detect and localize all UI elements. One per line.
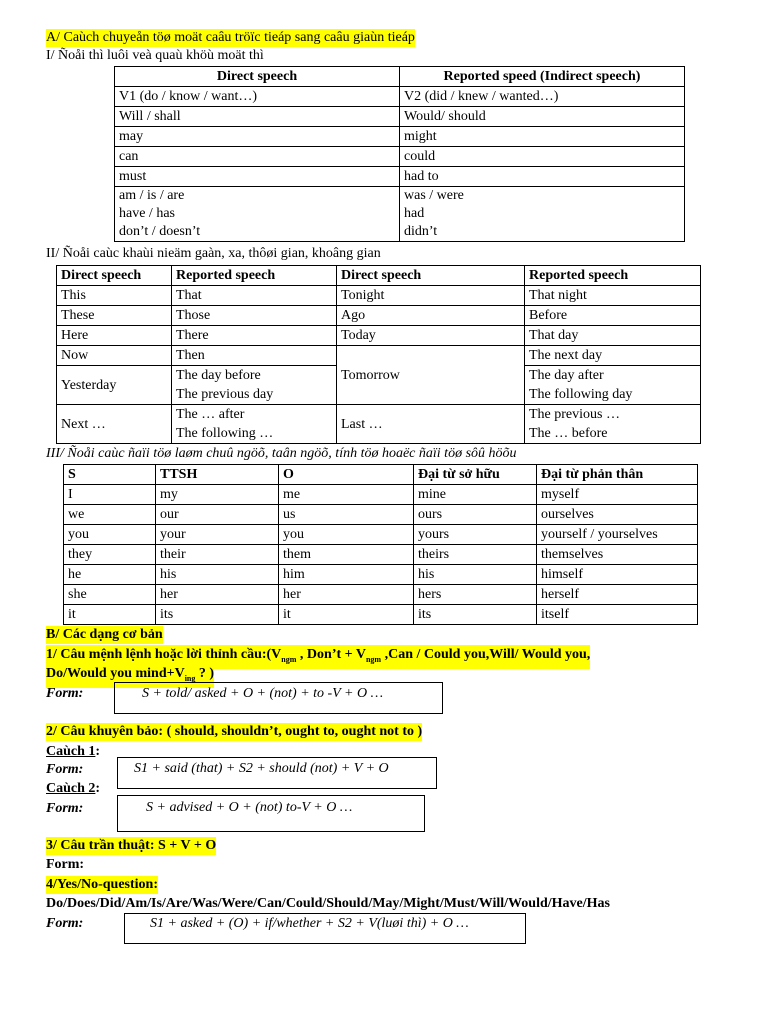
table-header: Đại từ sở hữu — [414, 465, 537, 485]
way1-line — [46, 743, 100, 761]
table-cell: Before — [525, 306, 701, 326]
table-row — [64, 505, 698, 525]
item1-text: ,Can / Could you,Will/ Would you, — [381, 647, 591, 662]
cell-line: The previous … — [529, 407, 620, 422]
table-cell: your — [156, 525, 279, 545]
cell-line: The previous day — [176, 387, 274, 402]
table-row — [115, 167, 685, 187]
table-header: O — [279, 465, 414, 485]
table-row — [64, 565, 698, 585]
table-cell: me — [279, 485, 414, 505]
table-cell: Now — [57, 346, 172, 366]
table-cell: V1 (do / know / want…) — [115, 87, 400, 107]
subscript: ngm — [281, 654, 297, 664]
cell-line: The day before — [176, 368, 261, 383]
table-cell: she — [64, 585, 156, 605]
table-cell: them — [279, 545, 414, 565]
table-cell: This — [57, 286, 172, 306]
table-cell: you — [64, 525, 156, 545]
cell-line: had — [404, 206, 425, 221]
table-cell: theirs — [414, 545, 537, 565]
table-cell: you — [279, 525, 414, 545]
way2-line — [46, 780, 100, 798]
cell-line: The … after — [176, 407, 245, 422]
table-cell: V2 (did / knew / wanted…) — [400, 87, 685, 107]
table-cell: can — [115, 147, 400, 167]
table-cell: his — [156, 565, 279, 585]
table-cell — [115, 187, 400, 242]
table-header: S — [64, 465, 156, 485]
item1-text: ? ) — [195, 666, 215, 681]
table-row — [64, 545, 698, 565]
item1-text: 1/ Câu mệnh lệnh hoặc lời thỉnh cầu:(V — [46, 647, 282, 662]
table-cell: had to — [400, 167, 685, 187]
cell-line: am / is / are — [119, 188, 185, 203]
item1-text: , Don’t + V — [296, 647, 366, 662]
colon: : — [95, 781, 101, 796]
form-label: Form: — [46, 916, 84, 931]
form-label: Form: — [46, 801, 84, 816]
table-row — [57, 306, 701, 326]
table-cell — [172, 366, 337, 405]
formula-text: S + advised + O + (not) to-V + O … — [146, 800, 353, 815]
table-row — [115, 147, 685, 167]
part3-heading: III/ Ñoåi caùc ñaïi töø laøm chuû ngöõ, taân ngöõ, tính töø hoaëc ñaïi töø sôû höõu — [46, 446, 517, 461]
formula-text: S1 + asked + (O) + if/whether + S2 + V(luøi thì) + O … — [150, 916, 469, 931]
table-cell — [400, 187, 685, 242]
table-cell: our — [156, 505, 279, 525]
table-cell: her — [279, 585, 414, 605]
subscript: ngm — [365, 654, 382, 664]
table-cell: it — [64, 605, 156, 625]
table-cell: itself — [537, 605, 698, 625]
table-header: Reported speech — [525, 266, 701, 286]
subscript: ing — [184, 673, 196, 683]
way1-label: Caùch 1 — [46, 744, 96, 759]
table-cell: him — [279, 565, 414, 585]
tense-table — [114, 66, 685, 242]
part1-heading: I/ Ñoåi thì luôi veà quaù khöù moät thì — [46, 48, 264, 63]
table-cell: her — [156, 585, 279, 605]
table-cell: it — [279, 605, 414, 625]
section-a-title: A/ Caùch chuyeån töø moät caâu tröïc tieáp sang caâu giaùn tieáp — [46, 30, 415, 45]
section-b-title: B/ Các dạng cơ bản — [46, 627, 163, 642]
way2-label: Caùch 2 — [46, 781, 96, 796]
table-cell: themselves — [537, 545, 698, 565]
table-cell: its — [156, 605, 279, 625]
cell-line: The following day — [529, 387, 633, 402]
table-header: Reported speed (Indirect speech) — [400, 67, 685, 87]
cell-line: don’t / doesn’t — [119, 224, 201, 239]
table-row — [115, 87, 685, 107]
cell-line: The following … — [176, 426, 274, 441]
table-cell: Today — [337, 326, 525, 346]
table-cell: himself — [537, 565, 698, 585]
table-header: Direct speech — [57, 266, 172, 286]
table-cell: Would/ should — [400, 107, 685, 127]
table-cell: That — [172, 286, 337, 306]
auxiliary-list: Do/Does/Did/Am/Is/Are/Was/Were/Can/Could/Should/May/Might/Must/Will/Would/Have/Has — [46, 896, 610, 911]
pronoun-table — [63, 464, 698, 625]
table-cell: Tomorrow — [337, 346, 525, 405]
table-header: Đại từ phản thân — [537, 465, 698, 485]
table-header: TTSH — [156, 465, 279, 485]
table-header-row — [115, 67, 685, 87]
table-cell — [525, 405, 701, 444]
cell-line: didn’t — [404, 224, 438, 239]
table-cell: we — [64, 505, 156, 525]
table-row — [64, 585, 698, 605]
table-cell: ours — [414, 505, 537, 525]
formula-text: S1 + said (that) + S2 + should (not) + V + O — [134, 761, 389, 776]
table-cell: us — [279, 505, 414, 525]
table-row — [57, 405, 701, 444]
table-row — [64, 525, 698, 545]
table-cell: Last … — [337, 405, 525, 444]
table-header: Direct speech — [337, 266, 525, 286]
table-cell: Ago — [337, 306, 525, 326]
table-cell — [525, 366, 701, 405]
table-cell: its — [414, 605, 537, 625]
table-cell: yourself / yourselves — [537, 525, 698, 545]
table-cell: That day — [525, 326, 701, 346]
table-header: Direct speech — [115, 67, 400, 87]
cell-line: The day after — [529, 368, 604, 383]
cell-line: The … before — [529, 426, 608, 441]
item4-heading: 4/Yes/No-question: — [46, 877, 159, 892]
table-header: Reported speech — [172, 266, 337, 286]
table-cell: Yesterday — [57, 366, 172, 405]
table-cell: There — [172, 326, 337, 346]
cell-line: have / has — [119, 206, 175, 221]
table-cell — [172, 405, 337, 444]
table-cell: his — [414, 565, 537, 585]
table-row — [64, 485, 698, 505]
item2-heading: 2/ Câu khuyên bảo: ( should, shouldn’t, ought to, ought not to ) — [46, 724, 423, 739]
table-cell: mine — [414, 485, 537, 505]
table-cell: Tonight — [337, 286, 525, 306]
item3-heading: 3/ Câu trần thuật: S + V + O — [46, 838, 217, 853]
table-row — [115, 187, 685, 242]
table-header-row — [57, 266, 701, 286]
table-cell: could — [400, 147, 685, 167]
table-cell: I — [64, 485, 156, 505]
form-label: Form: — [46, 686, 84, 701]
table-cell: Then — [172, 346, 337, 366]
table-cell: Will / shall — [115, 107, 400, 127]
table-header-row — [64, 465, 698, 485]
table-row — [64, 605, 698, 625]
table-cell: Those — [172, 306, 337, 326]
table-cell: must — [115, 167, 400, 187]
table-cell: may — [115, 127, 400, 147]
table-cell: myself — [537, 485, 698, 505]
table-row — [115, 107, 685, 127]
table-row — [57, 286, 701, 306]
item1-text: Do/Would you mind+V — [46, 666, 185, 681]
cell-line: was / were — [404, 188, 464, 203]
table-cell: The next day — [525, 346, 701, 366]
table-row — [57, 346, 701, 366]
table-cell: yours — [414, 525, 537, 545]
colon: : — [95, 744, 101, 759]
form-label: Form: — [46, 762, 84, 777]
table-cell: hers — [414, 585, 537, 605]
table-cell: herself — [537, 585, 698, 605]
table-cell: he — [64, 565, 156, 585]
table-row — [115, 127, 685, 147]
table-cell: Next … — [57, 405, 172, 444]
table-cell: their — [156, 545, 279, 565]
table-cell: These — [57, 306, 172, 326]
form-label: Form: — [46, 857, 85, 872]
table-cell: Here — [57, 326, 172, 346]
table-row — [57, 326, 701, 346]
table-cell: my — [156, 485, 279, 505]
part2-heading: II/ Ñoåi caùc khaùi nieäm gaàn, xa, thôøi gian, khoâng gian — [46, 246, 381, 261]
table-cell: That night — [525, 286, 701, 306]
formula-text: S + told/ asked + O + (not) + to -V + O … — [142, 686, 384, 701]
time-place-table — [56, 265, 701, 444]
table-cell: ourselves — [537, 505, 698, 525]
table-cell: they — [64, 545, 156, 565]
table-cell: might — [400, 127, 685, 147]
